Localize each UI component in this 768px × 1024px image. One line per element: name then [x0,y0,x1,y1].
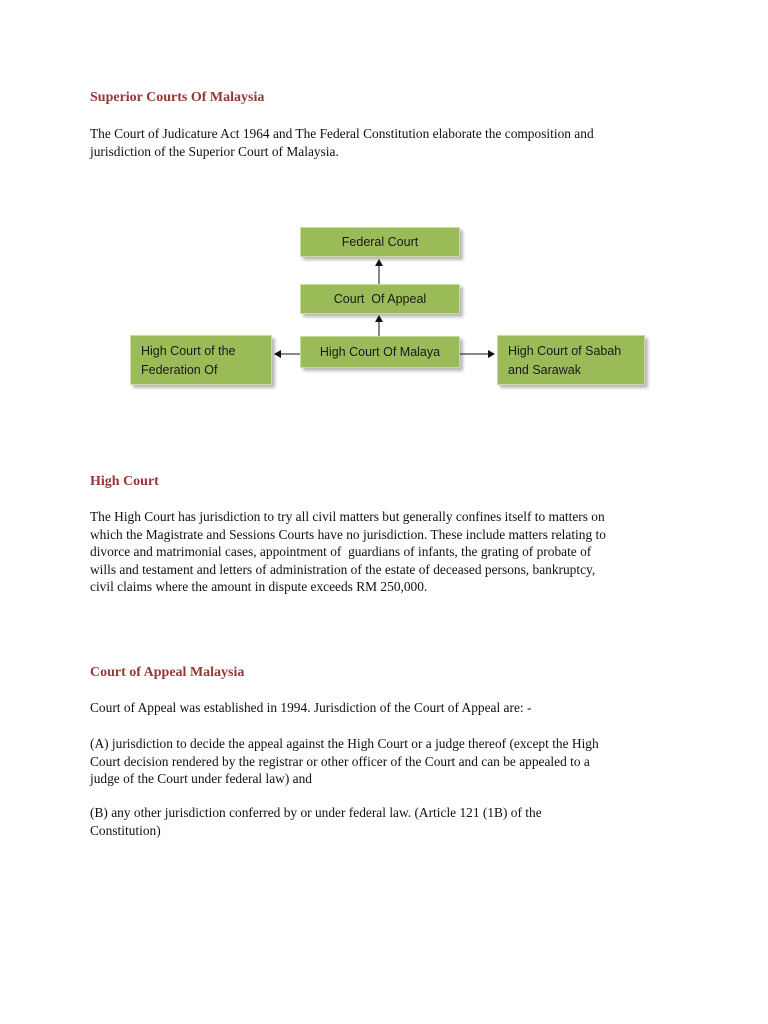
high-court-malaya-label: High Court Of Malaya [319,345,441,359]
high-court-sabah-label: High Court of Sabah and Sarawak [508,344,622,377]
section-title-superior-courts: Superior Courts Of Malaysia [90,90,265,105]
court-of-appeal-point-a: (A) jurisdiction to decide the appeal against the High Court or a judge thereof (except the High Court decision rendered by the registrar or other officer of the Court and can be appealed to a judge of the Court under federal law) and [90,736,599,786]
high-court-paragraph: The High Court has jurisdiction to try all civil matters but generally confines itself to matters on which the Magistrate and Sessions Courts have no jurisdiction. These include matters relating to divorce and matrimonial cases, appointment of guardians of infants, the grating of probate of wills and testament and letters of administration of the estate of deceased persons, bankruptcy, civil claims where the amount in dispute exceeds RM 250,000. [90,509,606,594]
high-court-federation-label: High Court of the Federation Of [141,344,236,377]
court-of-appeal-intro: Court of Appeal was established in 1994. Jurisdiction of the Court of Appeal are: - [90,700,532,715]
intro-paragraph: The Court of Judicature Act 1964 and The Federal Constitution elaborate the composition and jurisdiction of the Superior Court of Malaysia. [90,126,594,159]
section-title-court-of-appeal: Court of Appeal Malaysia [90,665,245,680]
federal-court-label: Federal Court [341,235,419,249]
court-of-appeal-label: Court Of Appeal [333,292,427,306]
court-of-appeal-point-b: (B) any other jurisdiction conferred by or under federal law. (Article 121 (1B) of the Constitution) [90,805,542,838]
section-title-high-court: High Court [90,474,159,489]
